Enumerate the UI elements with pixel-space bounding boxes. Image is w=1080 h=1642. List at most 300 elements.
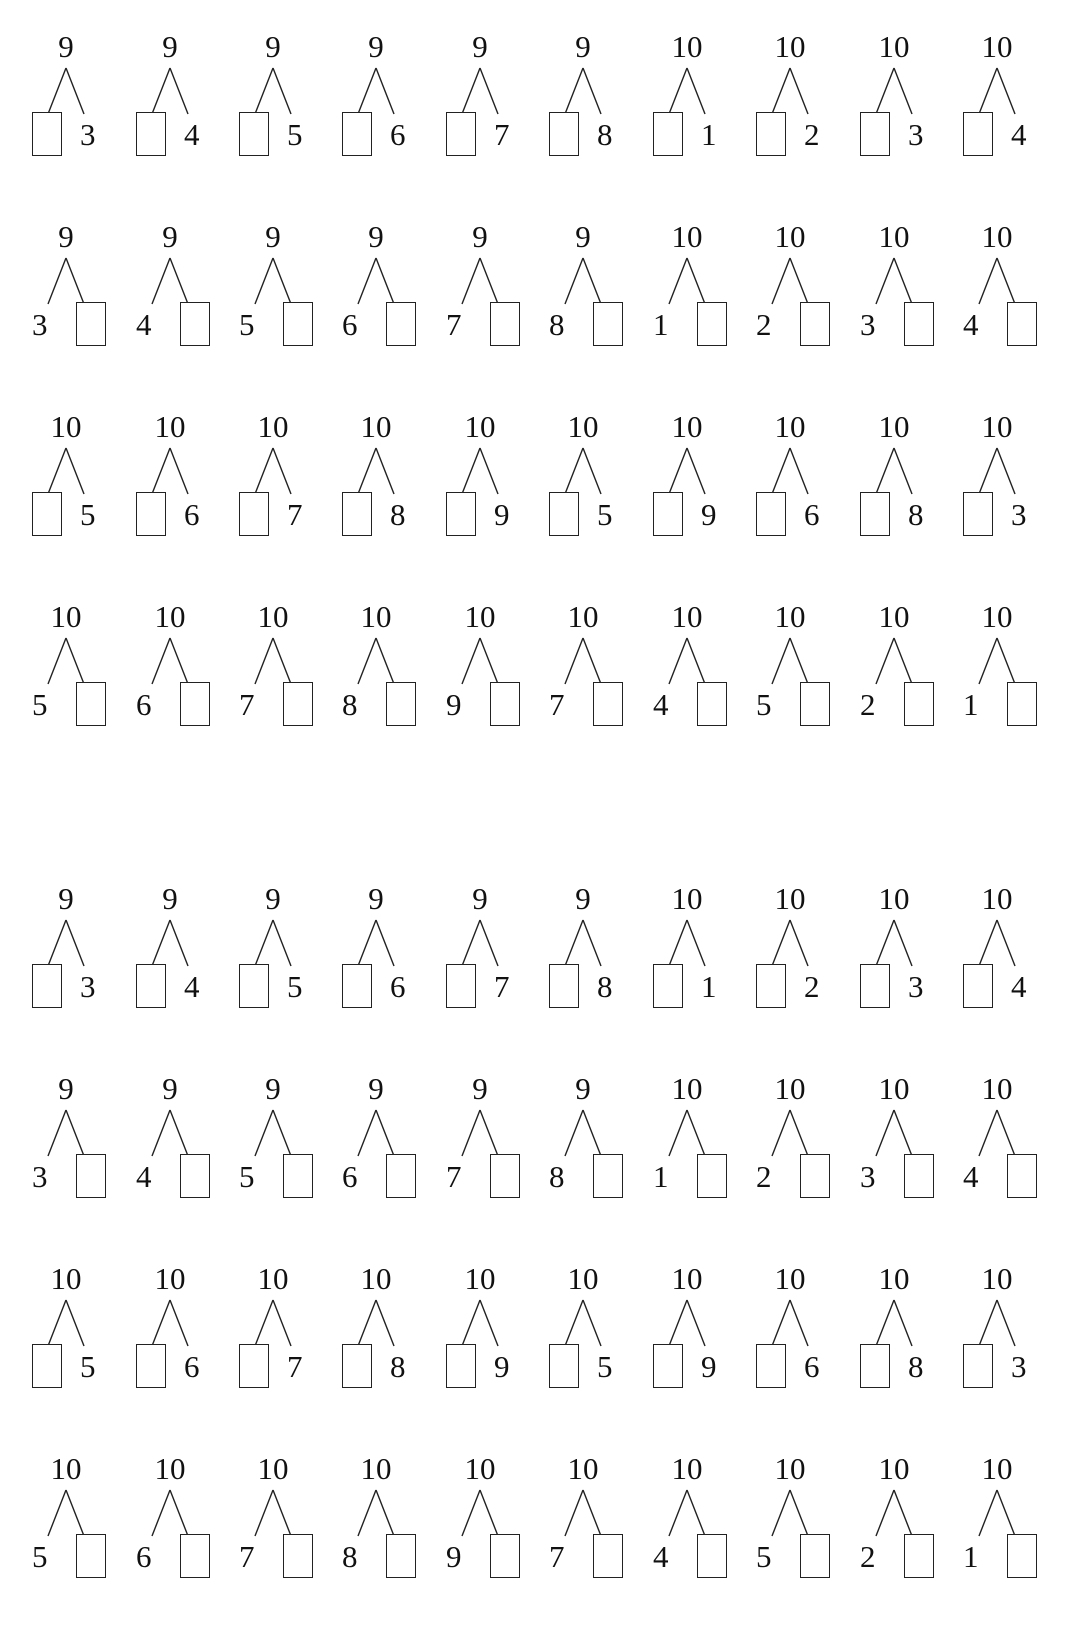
bond-total: 10 [981, 29, 1013, 64]
number-bond [645, 190, 749, 370]
number-bond [852, 852, 956, 1032]
number-bond [334, 852, 438, 1032]
bond-line [255, 638, 273, 684]
bond-line [979, 448, 997, 494]
bond-total: 10 [50, 1451, 82, 1486]
bond-line [669, 258, 687, 304]
bond-line [565, 258, 583, 304]
bond-part: 7 [494, 117, 510, 152]
answer-box[interactable] [549, 1344, 579, 1388]
number-bond [438, 1042, 542, 1222]
bond-line [462, 638, 480, 684]
bond-line [48, 68, 66, 114]
number-bond [541, 1232, 645, 1412]
answer-box[interactable] [32, 1344, 62, 1388]
bond-line [358, 638, 376, 684]
bond-line [48, 258, 66, 304]
bond-total: 10 [360, 1451, 392, 1486]
answer-box[interactable] [446, 492, 476, 536]
bond-total: 9 [58, 1071, 74, 1106]
bond-line [876, 1490, 894, 1536]
answer-box[interactable] [963, 964, 993, 1008]
number-bond [645, 1232, 749, 1412]
answer-box[interactable] [1007, 682, 1037, 726]
answer-box[interactable] [549, 112, 579, 156]
bond-part: 4 [184, 117, 200, 152]
number-bond [24, 1232, 128, 1412]
answer-box[interactable] [386, 682, 416, 726]
answer-box[interactable] [32, 964, 62, 1008]
answer-box[interactable] [697, 302, 727, 346]
bond-total: 10 [464, 1261, 496, 1296]
number-bond [128, 190, 232, 370]
answer-box[interactable] [446, 964, 476, 1008]
bond-part: 8 [390, 1349, 406, 1384]
number-bond [128, 1042, 232, 1222]
bond-total: 9 [472, 219, 488, 254]
answer-box[interactable] [756, 112, 786, 156]
answer-box[interactable] [549, 492, 579, 536]
bond-total: 10 [671, 219, 703, 254]
number-bond [438, 190, 542, 370]
answer-box[interactable] [283, 682, 313, 726]
bond-line [273, 920, 291, 966]
bond-total: 10 [774, 881, 806, 916]
bond-total: 10 [878, 599, 910, 634]
answer-box[interactable] [904, 302, 934, 346]
bond-line [687, 258, 705, 304]
bond-part: 9 [446, 1539, 462, 1574]
answer-box[interactable] [593, 1534, 623, 1578]
bond-part: 7 [287, 1349, 303, 1384]
answer-box[interactable] [136, 1344, 166, 1388]
bond-part: 4 [184, 969, 200, 1004]
answer-box[interactable] [1007, 302, 1037, 346]
bond-part: 1 [701, 117, 717, 152]
bond-total: 10 [878, 219, 910, 254]
answer-box[interactable] [136, 112, 166, 156]
bond-total: 10 [50, 1261, 82, 1296]
answer-box[interactable] [239, 112, 269, 156]
bond-part: 7 [239, 1539, 255, 1574]
answer-box[interactable] [386, 302, 416, 346]
bond-part: 6 [184, 497, 200, 532]
bond-part: 3 [80, 969, 96, 1004]
number-bond [541, 1422, 645, 1602]
bond-line [48, 1490, 66, 1536]
bond-line [583, 1490, 601, 1536]
bond-line [273, 1490, 291, 1536]
bond-total: 9 [265, 881, 281, 916]
number-bond-row [0, 1422, 1080, 1602]
number-bond [955, 0, 1059, 180]
number-bond [231, 0, 335, 180]
number-bond-row [0, 0, 1080, 180]
bond-line [358, 1490, 376, 1536]
number-bond-row [0, 570, 1080, 750]
number-bond [645, 1042, 749, 1222]
answer-box[interactable] [860, 112, 890, 156]
number-bond [128, 1232, 232, 1412]
answer-box[interactable] [342, 492, 372, 536]
answer-box[interactable] [342, 964, 372, 1008]
answer-box[interactable] [283, 1154, 313, 1198]
answer-box[interactable] [653, 1344, 683, 1388]
bond-total: 10 [257, 599, 289, 634]
bond-line [583, 1300, 601, 1346]
bond-part: 8 [342, 687, 358, 722]
answer-box[interactable] [446, 112, 476, 156]
answer-box[interactable] [76, 1534, 106, 1578]
bond-part: 8 [908, 497, 924, 532]
bond-total: 10 [154, 599, 186, 634]
bond-part: 4 [963, 1159, 979, 1194]
bond-total: 9 [575, 881, 591, 916]
bond-total: 9 [265, 1071, 281, 1106]
bond-line [358, 258, 376, 304]
bond-part: 4 [963, 307, 979, 342]
bond-line [462, 1490, 480, 1536]
number-bond [955, 380, 1059, 560]
number-bond [24, 1042, 128, 1222]
bond-total: 10 [671, 881, 703, 916]
bond-line [894, 1110, 912, 1156]
number-bond-row [0, 380, 1080, 560]
answer-box[interactable] [800, 682, 830, 726]
answer-box[interactable] [697, 682, 727, 726]
answer-box[interactable] [239, 1344, 269, 1388]
bond-total: 10 [774, 1071, 806, 1106]
answer-box[interactable] [697, 1154, 727, 1198]
bond-line [894, 68, 912, 114]
bond-part: 3 [32, 1159, 48, 1194]
bond-part: 1 [963, 687, 979, 722]
bond-line [152, 1110, 170, 1156]
answer-box[interactable] [653, 964, 683, 1008]
answer-box[interactable] [239, 492, 269, 536]
number-bond [748, 570, 852, 750]
answer-box[interactable] [180, 302, 210, 346]
answer-box[interactable] [386, 1154, 416, 1198]
bond-part: 6 [136, 687, 152, 722]
bond-part: 9 [701, 1349, 717, 1384]
number-bond [438, 1422, 542, 1602]
bond-part: 2 [804, 969, 820, 1004]
bond-part: 5 [32, 1539, 48, 1574]
bond-total: 9 [265, 219, 281, 254]
answer-box[interactable] [756, 492, 786, 536]
bond-line [480, 920, 498, 966]
bond-total: 10 [567, 1261, 599, 1296]
number-bond [645, 570, 749, 750]
bond-line [669, 1110, 687, 1156]
number-bond [852, 1042, 956, 1222]
bond-total: 10 [878, 1261, 910, 1296]
bond-part: 8 [597, 969, 613, 1004]
bond-total: 9 [162, 1071, 178, 1106]
answer-box[interactable] [32, 492, 62, 536]
bond-part: 4 [136, 307, 152, 342]
answer-box[interactable] [860, 1344, 890, 1388]
bond-line [669, 448, 687, 494]
bond-part: 4 [653, 687, 669, 722]
number-bond [334, 380, 438, 560]
bond-line [790, 258, 808, 304]
bond-line [462, 1110, 480, 1156]
answer-box[interactable] [549, 964, 579, 1008]
number-bond [231, 190, 335, 370]
bond-line [376, 638, 394, 684]
bond-line [462, 1300, 480, 1346]
number-bond [334, 190, 438, 370]
number-bond [438, 380, 542, 560]
answer-box[interactable] [1007, 1534, 1037, 1578]
answer-box[interactable] [76, 682, 106, 726]
bond-line [979, 258, 997, 304]
bond-line [772, 258, 790, 304]
number-bond-row [0, 1232, 1080, 1412]
answer-box[interactable] [963, 1344, 993, 1388]
bond-total: 10 [981, 1261, 1013, 1296]
bond-total: 10 [774, 1451, 806, 1486]
number-bond [852, 570, 956, 750]
bond-total: 10 [981, 881, 1013, 916]
bond-total: 10 [360, 599, 392, 634]
number-bond [541, 190, 645, 370]
bond-total: 10 [878, 881, 910, 916]
answer-box[interactable] [446, 1344, 476, 1388]
bond-line [66, 920, 84, 966]
bond-line [979, 68, 997, 114]
bond-line [152, 68, 170, 114]
answer-box[interactable] [800, 302, 830, 346]
bond-total: 10 [360, 409, 392, 444]
bond-line [376, 68, 394, 114]
bond-total: 10 [567, 1451, 599, 1486]
bond-line [894, 1300, 912, 1346]
bond-part: 1 [653, 307, 669, 342]
bond-line [894, 1490, 912, 1536]
bond-total: 10 [774, 409, 806, 444]
number-bond [852, 380, 956, 560]
answer-box[interactable] [963, 112, 993, 156]
bond-line [583, 448, 601, 494]
answer-box[interactable] [180, 682, 210, 726]
answer-box[interactable] [593, 1154, 623, 1198]
number-bond [852, 1232, 956, 1412]
answer-box[interactable] [860, 492, 890, 536]
bond-line [66, 1300, 84, 1346]
answer-box[interactable] [593, 302, 623, 346]
bond-part: 4 [1011, 117, 1027, 152]
bond-part: 1 [653, 1159, 669, 1194]
bond-line [66, 68, 84, 114]
bond-line [358, 1300, 376, 1346]
number-bond [24, 380, 128, 560]
bond-part: 7 [494, 969, 510, 1004]
answer-box[interactable] [697, 1534, 727, 1578]
answer-box[interactable] [653, 112, 683, 156]
bond-part: 5 [756, 687, 772, 722]
answer-box[interactable] [904, 1154, 934, 1198]
answer-box[interactable] [342, 112, 372, 156]
answer-box[interactable] [283, 1534, 313, 1578]
bond-total: 9 [58, 219, 74, 254]
answer-box[interactable] [490, 682, 520, 726]
answer-box[interactable] [904, 1534, 934, 1578]
bond-line [997, 1490, 1015, 1536]
number-bond [438, 852, 542, 1032]
bond-line [170, 68, 188, 114]
bond-line [876, 638, 894, 684]
bond-line [376, 1300, 394, 1346]
answer-box[interactable] [180, 1154, 210, 1198]
number-bond [748, 190, 852, 370]
bond-line [687, 638, 705, 684]
number-bond [852, 0, 956, 180]
bond-part: 3 [860, 307, 876, 342]
bond-total: 9 [265, 29, 281, 64]
number-bond-row [0, 1042, 1080, 1222]
bond-line [669, 1490, 687, 1536]
answer-box[interactable] [860, 964, 890, 1008]
bond-total: 10 [981, 599, 1013, 634]
number-bond [541, 852, 645, 1032]
bond-total: 10 [981, 409, 1013, 444]
number-bond [128, 0, 232, 180]
number-bond [128, 380, 232, 560]
bond-line [772, 638, 790, 684]
bond-line [979, 1110, 997, 1156]
bond-line [66, 448, 84, 494]
answer-box[interactable] [490, 1154, 520, 1198]
bond-part: 3 [860, 1159, 876, 1194]
bond-line [462, 920, 480, 966]
answer-box[interactable] [283, 302, 313, 346]
number-bond [955, 1422, 1059, 1602]
bond-line [997, 920, 1015, 966]
answer-box[interactable] [239, 964, 269, 1008]
answer-box[interactable] [180, 1534, 210, 1578]
bond-total: 10 [774, 599, 806, 634]
bond-line [790, 1300, 808, 1346]
answer-box[interactable] [490, 302, 520, 346]
bond-part: 5 [756, 1539, 772, 1574]
bond-total: 10 [981, 219, 1013, 254]
bond-total: 9 [368, 29, 384, 64]
bond-part: 5 [287, 117, 303, 152]
bond-line [376, 1490, 394, 1536]
bond-part: 3 [80, 117, 96, 152]
bond-part: 2 [756, 307, 772, 342]
bond-part: 1 [701, 969, 717, 1004]
bond-total: 10 [878, 1451, 910, 1486]
answer-box[interactable] [32, 112, 62, 156]
bond-part: 9 [701, 497, 717, 532]
bond-part: 3 [1011, 1349, 1027, 1384]
answer-box[interactable] [963, 492, 993, 536]
answer-box[interactable] [800, 1154, 830, 1198]
bond-total: 10 [671, 1071, 703, 1106]
answer-box[interactable] [76, 1154, 106, 1198]
bond-total: 10 [774, 219, 806, 254]
bond-line [255, 448, 273, 494]
bond-total: 10 [257, 1261, 289, 1296]
bond-line [669, 1300, 687, 1346]
bond-line [894, 448, 912, 494]
bond-total: 10 [878, 29, 910, 64]
bond-line [170, 448, 188, 494]
bond-line [687, 920, 705, 966]
number-bond [852, 1422, 956, 1602]
answer-box[interactable] [342, 1344, 372, 1388]
bond-line [480, 1110, 498, 1156]
number-bond [334, 570, 438, 750]
answer-box[interactable] [136, 964, 166, 1008]
number-bond-row [0, 852, 1080, 1032]
answer-box[interactable] [800, 1534, 830, 1578]
answer-box[interactable] [904, 682, 934, 726]
bond-line [997, 1110, 1015, 1156]
number-bond [128, 1422, 232, 1602]
bond-line [565, 638, 583, 684]
answer-box[interactable] [490, 1534, 520, 1578]
bond-part: 3 [1011, 497, 1027, 532]
bond-line [790, 1490, 808, 1536]
bond-line [480, 258, 498, 304]
number-bond [645, 0, 749, 180]
number-bond [541, 570, 645, 750]
number-bond [645, 852, 749, 1032]
bond-line [273, 68, 291, 114]
answer-box[interactable] [386, 1534, 416, 1578]
bond-total: 9 [162, 881, 178, 916]
bond-part: 8 [597, 117, 613, 152]
bond-part: 3 [32, 307, 48, 342]
number-bond [955, 1232, 1059, 1412]
bond-line [170, 638, 188, 684]
bond-total: 10 [464, 599, 496, 634]
bond-line [480, 1300, 498, 1346]
number-bond [231, 380, 335, 560]
answer-box[interactable] [1007, 1154, 1037, 1198]
bond-total: 10 [671, 1261, 703, 1296]
number-bond [645, 1422, 749, 1602]
bond-line [997, 1300, 1015, 1346]
bond-line [997, 638, 1015, 684]
answer-box[interactable] [76, 302, 106, 346]
bond-part: 8 [908, 1349, 924, 1384]
answer-box[interactable] [136, 492, 166, 536]
bond-line [565, 448, 583, 494]
bond-total: 10 [257, 409, 289, 444]
answer-box[interactable] [756, 964, 786, 1008]
bond-line [376, 448, 394, 494]
answer-box[interactable] [593, 682, 623, 726]
bond-line [772, 1300, 790, 1346]
number-bond [334, 1422, 438, 1602]
bond-line [772, 1110, 790, 1156]
bond-total: 10 [774, 1261, 806, 1296]
bond-part: 3 [908, 117, 924, 152]
bond-part: 8 [549, 307, 565, 342]
bond-total: 9 [472, 29, 488, 64]
answer-box[interactable] [756, 1344, 786, 1388]
bond-line [255, 1490, 273, 1536]
answer-box[interactable] [653, 492, 683, 536]
number-bond [541, 0, 645, 180]
bond-line [48, 638, 66, 684]
